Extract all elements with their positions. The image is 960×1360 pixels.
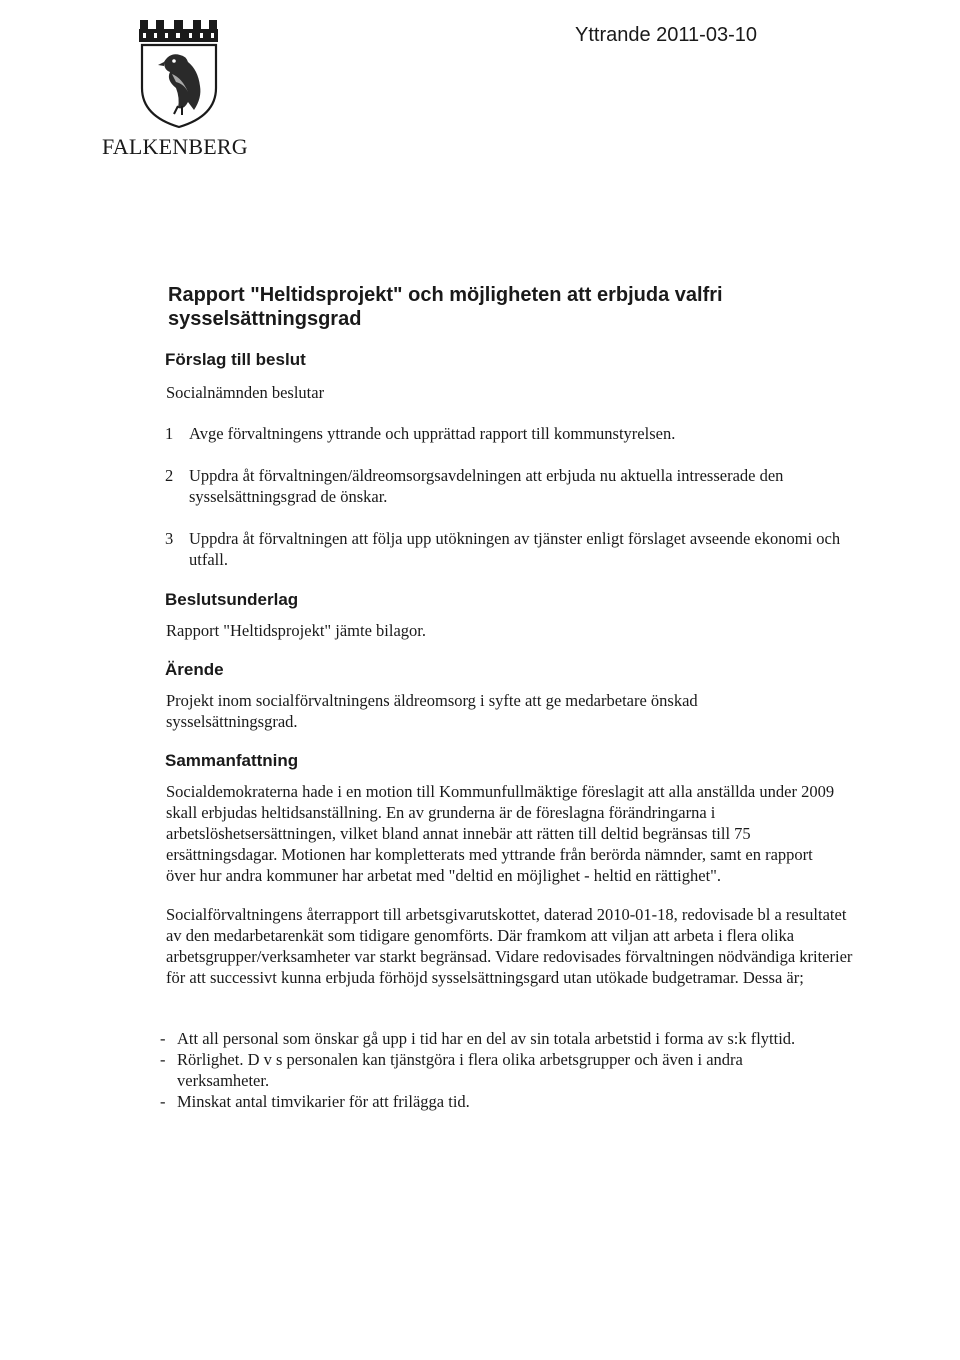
proposal-item-number: 2	[165, 466, 174, 485]
basis-text: Rapport "Heltidsprojekt" jämte bilagor.	[166, 621, 427, 640]
proposal-heading: Förslag till beslut	[165, 350, 306, 369]
proposal-intro: Socialnämnden beslutar	[166, 383, 325, 402]
bullet-text: Minskat antal timvikarier för att frilägga tid.	[177, 1092, 470, 1111]
coat-of-arms-falcon-icon	[136, 18, 222, 130]
proposal-item-number: 1	[165, 424, 174, 443]
bullet-text: Att all personal som önskar gå upp i tid har en del av sin totala arbetstid i forma av s:k flyttid.	[177, 1029, 796, 1048]
bullet-dash: -	[160, 1092, 166, 1111]
proposal-item-text: Uppdra åt förvaltningen/äldreomsorgsavdelningen att erbjuda nu aktuella intresserade den sysselsättningsgrad de önskar.	[189, 466, 784, 506]
summary-heading: Sammanfattning	[165, 751, 299, 770]
document-date: Yttrande 2011-03-10	[575, 24, 757, 46]
summary-paragraph-1: Socialdemokraterna hade i en motion till Kommunfullmäktige föreslagit att alla anställda under 2009 skall erbjudas heltidsanställning. En av grunderna är de föreslagna förändringarna i arbetslöshetsersättningen, vilket bland annat innebär att rätten till deltid begränsas till 75 ersättningsdagar. Motionen har kompletterats med yttrande från berörda nämnder, samt en rapport över hur andra kommuner har arbetat med "deltid en möjlighet - heltid en rättighet".	[166, 782, 835, 885]
bullet-dash: -	[160, 1050, 166, 1069]
proposal-item-number: 3	[165, 529, 174, 548]
proposal-item-text: Uppdra åt förvaltningen att följa upp utökningen av tjänster enligt förslaget avseende ekonomi och utfall.	[189, 529, 841, 569]
proposal-item-text: Avge förvaltningens yttrande och upprättad rapport till kommunstyrelsen.	[189, 424, 676, 443]
municipality-name: FALKENBERG	[102, 134, 248, 159]
bullet-text: Rörlighet. D v s personalen kan tjänstgöra i flera olika arbetsgrupper och även i andra verksamheter.	[177, 1050, 743, 1090]
basis-heading: Beslutsunderlag	[165, 590, 299, 609]
document-title: Rapport "Heltidsprojekt" och möjligheten att erbjuda valfri sysselsättningsgrad	[168, 284, 723, 330]
matter-heading: Ärende	[165, 660, 224, 679]
bullet-dash: -	[160, 1029, 166, 1048]
matter-text: Projekt inom socialförvaltningens äldreomsorg i syfte att ge medarbetare önskad sysselsättningsgrad.	[166, 691, 698, 731]
summary-paragraph-2: Socialförvaltningens återrapport till arbetsgivarutskottet, daterad 2010-01-18, redovisade bl a resultatet av den medarbetarenkät som tidigare genomförts. Där framkom att viljan att arbeta i flera olika arbetsgrupper/verksamheter var starkt begränsad. Vidare redovisades förvaltningen nödvändiga kriterier för att successivt kunna erbjuda förhöjd sysselsättningsgard utan utökade budgetramar. Dessa är;	[166, 905, 853, 987]
